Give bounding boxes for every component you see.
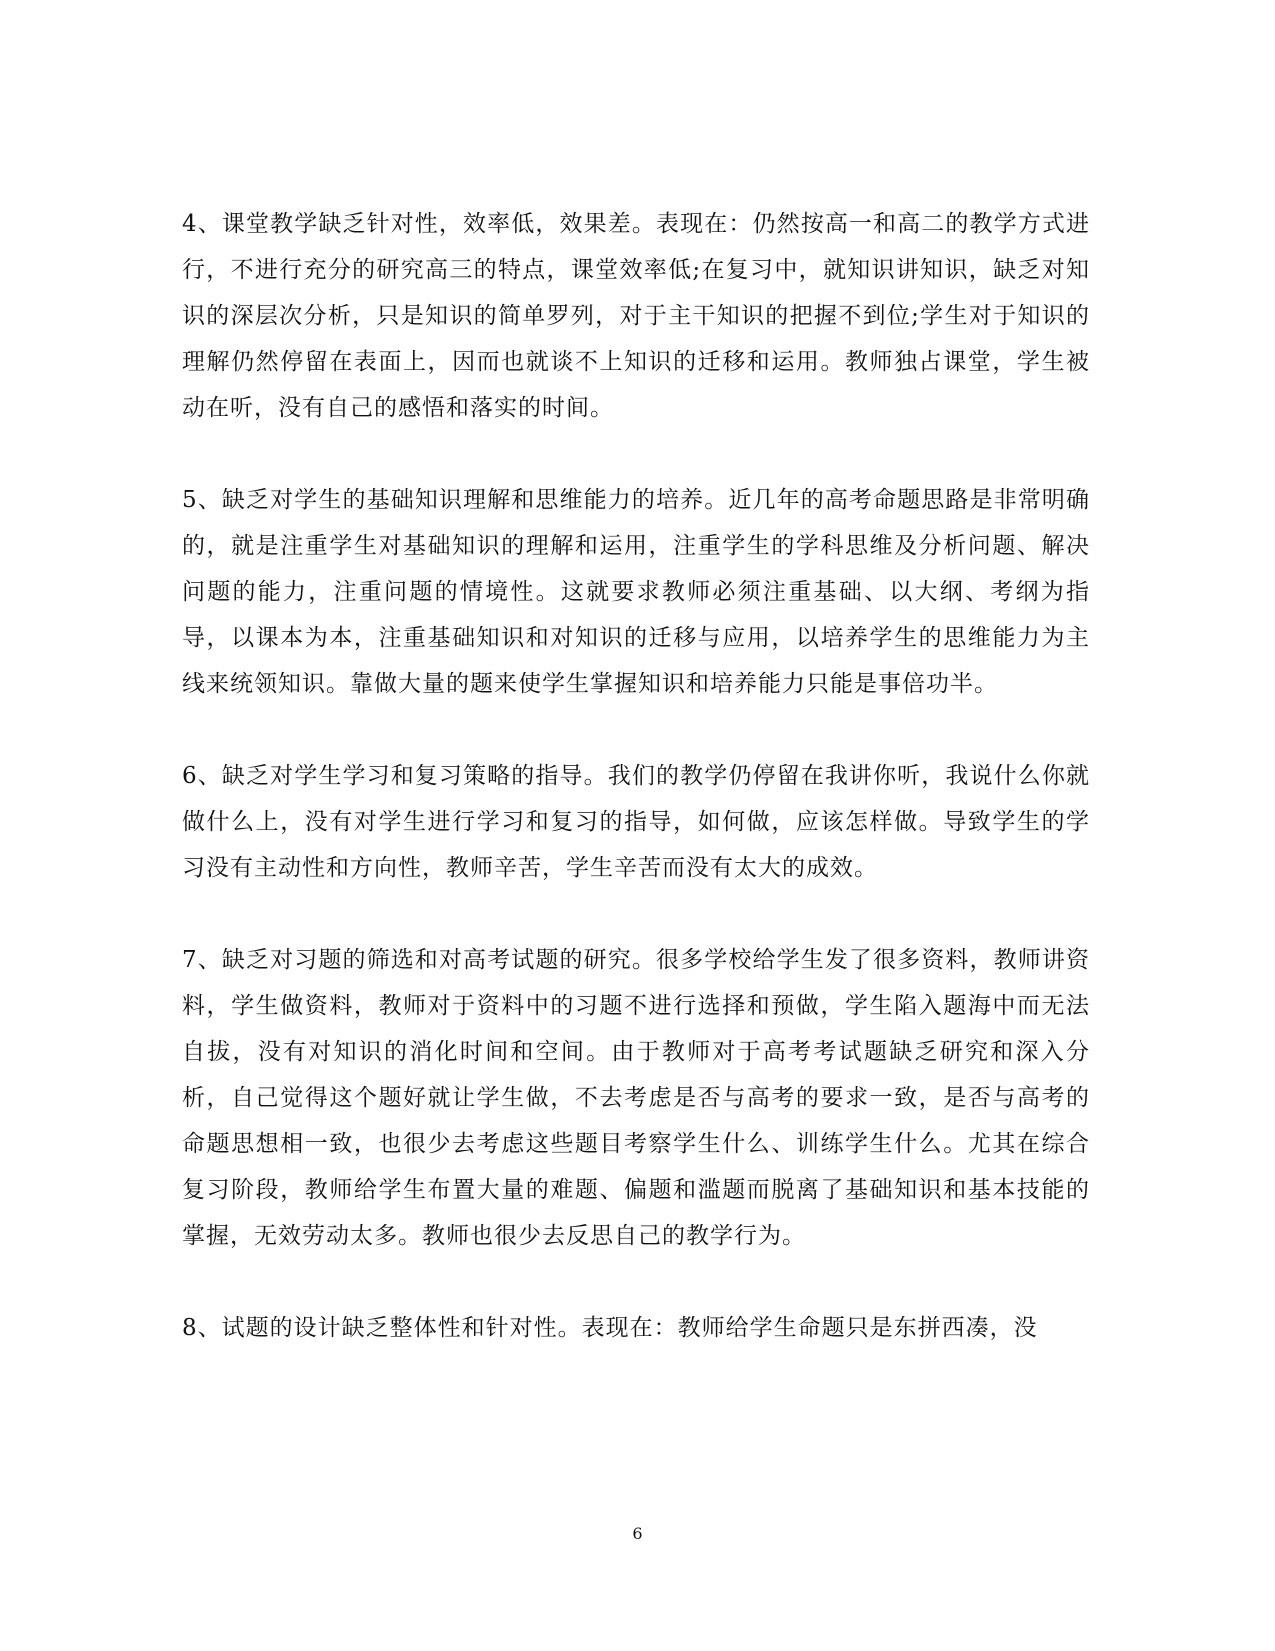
paragraph-item-4: 4、课堂教学缺乏针对性，效率低，效果差。表现在：仍然按高一和高二的教学方式进行，不进行充分的研究高三的特点，课堂效率低;在复习中，就知识讲知识，缺乏对知识的深层次分析，只是知识的简单罗列，对于主干知识的把握不到位;学生对于知识的理解仍然停留在表面上，因而也就谈不上知识的迁移和运用。教师独占课堂，学生被动在听，没有自己的感悟和落实的时间。	[182, 211, 1090, 421]
document-body	[182, 201, 1090, 1351]
paragraph-item-5: 5、缺乏对学生的基础知识理解和思维能力的培养。近几年的高考命题思路是非常明确的，就是注重学生对基础知识的理解和运用，注重学生的学科思维及分析问题、解决问题的能力，注重问题的情境性。这就要求教师必须注重基础、以大纲、考纲为指导，以课本为本，注重基础知识和对知识的迁移与应用，以培养学生的思维能力为主线来统领知识。靠做大量的题来使学生掌握知识和培养能力只能是事倍功半。	[182, 487, 1090, 697]
page-number: 6	[632, 1524, 643, 1543]
paragraph-item-7: 7、缺乏对习题的筛选和对高考试题的研究。很多学校给学生发了很多资料，教师讲资料，学生做资料，教师对于资料中的习题不进行选择和预做，学生陷入题海中而无法自拔，没有对知识的消化时间和空间。由于教师对于高考考试题缺乏研究和深入分析，自己觉得这个题好就让学生做，不去考虑是否与高考的要求一致，是否与高考的命题思想相一致，也很少去考虑这些题目考察学生什么、训练学生什么。尤其在综合复习阶段，教师给学生布置大量的难题、偏题和滥题而脱离了基础知识和基本技能的掌握，无效劳动太多。教师也很少去反思自己的教学行为。	[182, 947, 1090, 1249]
paragraph-item-8: 8、试题的设计缺乏整体性和针对性。表现在：教师给学生命题只是东拼西凑，没	[182, 1315, 1038, 1341]
paragraph-item-6: 6、缺乏对学生学习和复习策略的指导。我们的教学仍停留在我讲你听，我说什么你就做什么上，没有对学生进行学习和复习的指导，如何做，应该怎样做。导致学生的学习没有主动性和方向性，教师辛苦，学生辛苦而没有太大的成效。	[182, 763, 1090, 881]
